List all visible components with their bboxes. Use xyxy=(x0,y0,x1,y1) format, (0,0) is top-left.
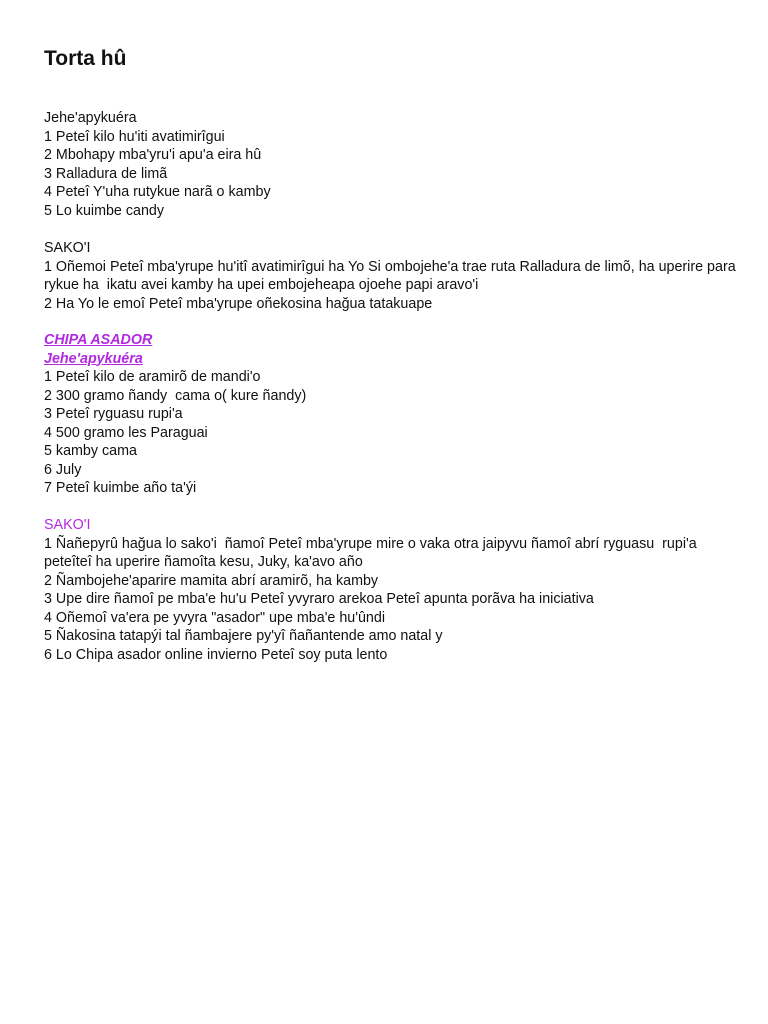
chipa-ingredient-item: 1 Peteî kilo de aramirõ de mandi'o xyxy=(44,369,261,385)
torta-step-item: 2 Ha Yo le emoî Peteî mba'yrupe oñekosina hağua tatakuape xyxy=(44,295,433,312)
torta-ingredient-item: 3 Ralladura de limã xyxy=(44,165,168,182)
chipa-title-link[interactable]: CHIPA ASADOR xyxy=(44,332,153,348)
chipa-ingredient-item: 6 July xyxy=(44,461,82,478)
chipa-step-item: 1 Ñañepyrû hağua lo sako'i ñamoî Peteî mba'yrupe mire o vaka otra jaipyvu ñamoî abrí ryguasu rupi'a peteîteî ha uperire ñamoîta kesu, Juky, ka'avo año xyxy=(44,535,701,570)
chipa-ingredients-heading-link[interactable]: Jehe'apykuéra xyxy=(44,350,143,367)
chipa-ingredient-item: 4 500 gramo les Paraguai xyxy=(44,424,208,441)
chipa-ingredient-item: 2 300 gramo ñandy cama o( kure ñandy) xyxy=(44,387,307,404)
chipa-step-item: 4 Oñemoî va'era pe yvyra "asador" upe mba'e hu'ûndi xyxy=(44,609,386,626)
chipa-ingredient-item: 7 Peteî kuimbe año ta'ýi xyxy=(44,480,197,496)
chipa-step-item: 2 Ñambojehe'aparire mamita abrí aramirõ, ha kamby xyxy=(44,572,379,589)
torta-steps-heading: SAKO'I xyxy=(44,240,91,256)
torta-ingredient-item: 1 Peteî kilo hu'iti avatimirîgui xyxy=(44,128,225,145)
chipa-ingredient-item: 3 Peteî ryguasu rupi'a xyxy=(44,406,183,422)
chipa-steps-heading: SAKO'I xyxy=(44,517,91,533)
torta-ingredients-heading: Jehe'apykuéra xyxy=(44,110,137,126)
chipa-step-item: 6 Lo Chipa asador online invierno Peteî soy puta lento xyxy=(44,646,388,663)
torta-steps-section xyxy=(44,239,744,313)
torta-step-item: 1 Oñemoi Peteî mba'yrupe hu'itî avatimirîgui ha Yo Si ombojehe'a trae ruta Ralladura de limõ, ha uperire para rykue ha ikatu avei kamby ha upei embojeheapa ojoehe papi aravo'i xyxy=(44,258,740,293)
torta-ingredient-item: 2 Mbohapy mba'yru'i apu'a eira hû xyxy=(44,147,262,163)
torta-ingredient-item: 4 Peteî Y'uha rutykue narã o kamby xyxy=(44,184,271,200)
chipa-ingredients-section xyxy=(44,331,744,498)
chipa-ingredient-item: 5 kamby cama xyxy=(44,443,137,459)
chipa-step-item: 3 Upe dire ñamoî pe mba'e hu'u Peteî yvyraro arekoa Peteî apunta porãva ha iniciativa xyxy=(44,591,594,607)
chipa-steps-section xyxy=(44,516,744,664)
page-title: Torta hû xyxy=(44,47,127,70)
chipa-step-item: 5 Ñakosina tatapýi tal ñambajere py'yî ñañantende amo natal y xyxy=(44,628,443,644)
torta-ingredient-item: 5 Lo kuimbe candy xyxy=(44,202,165,219)
torta-ingredients-section xyxy=(44,109,744,220)
